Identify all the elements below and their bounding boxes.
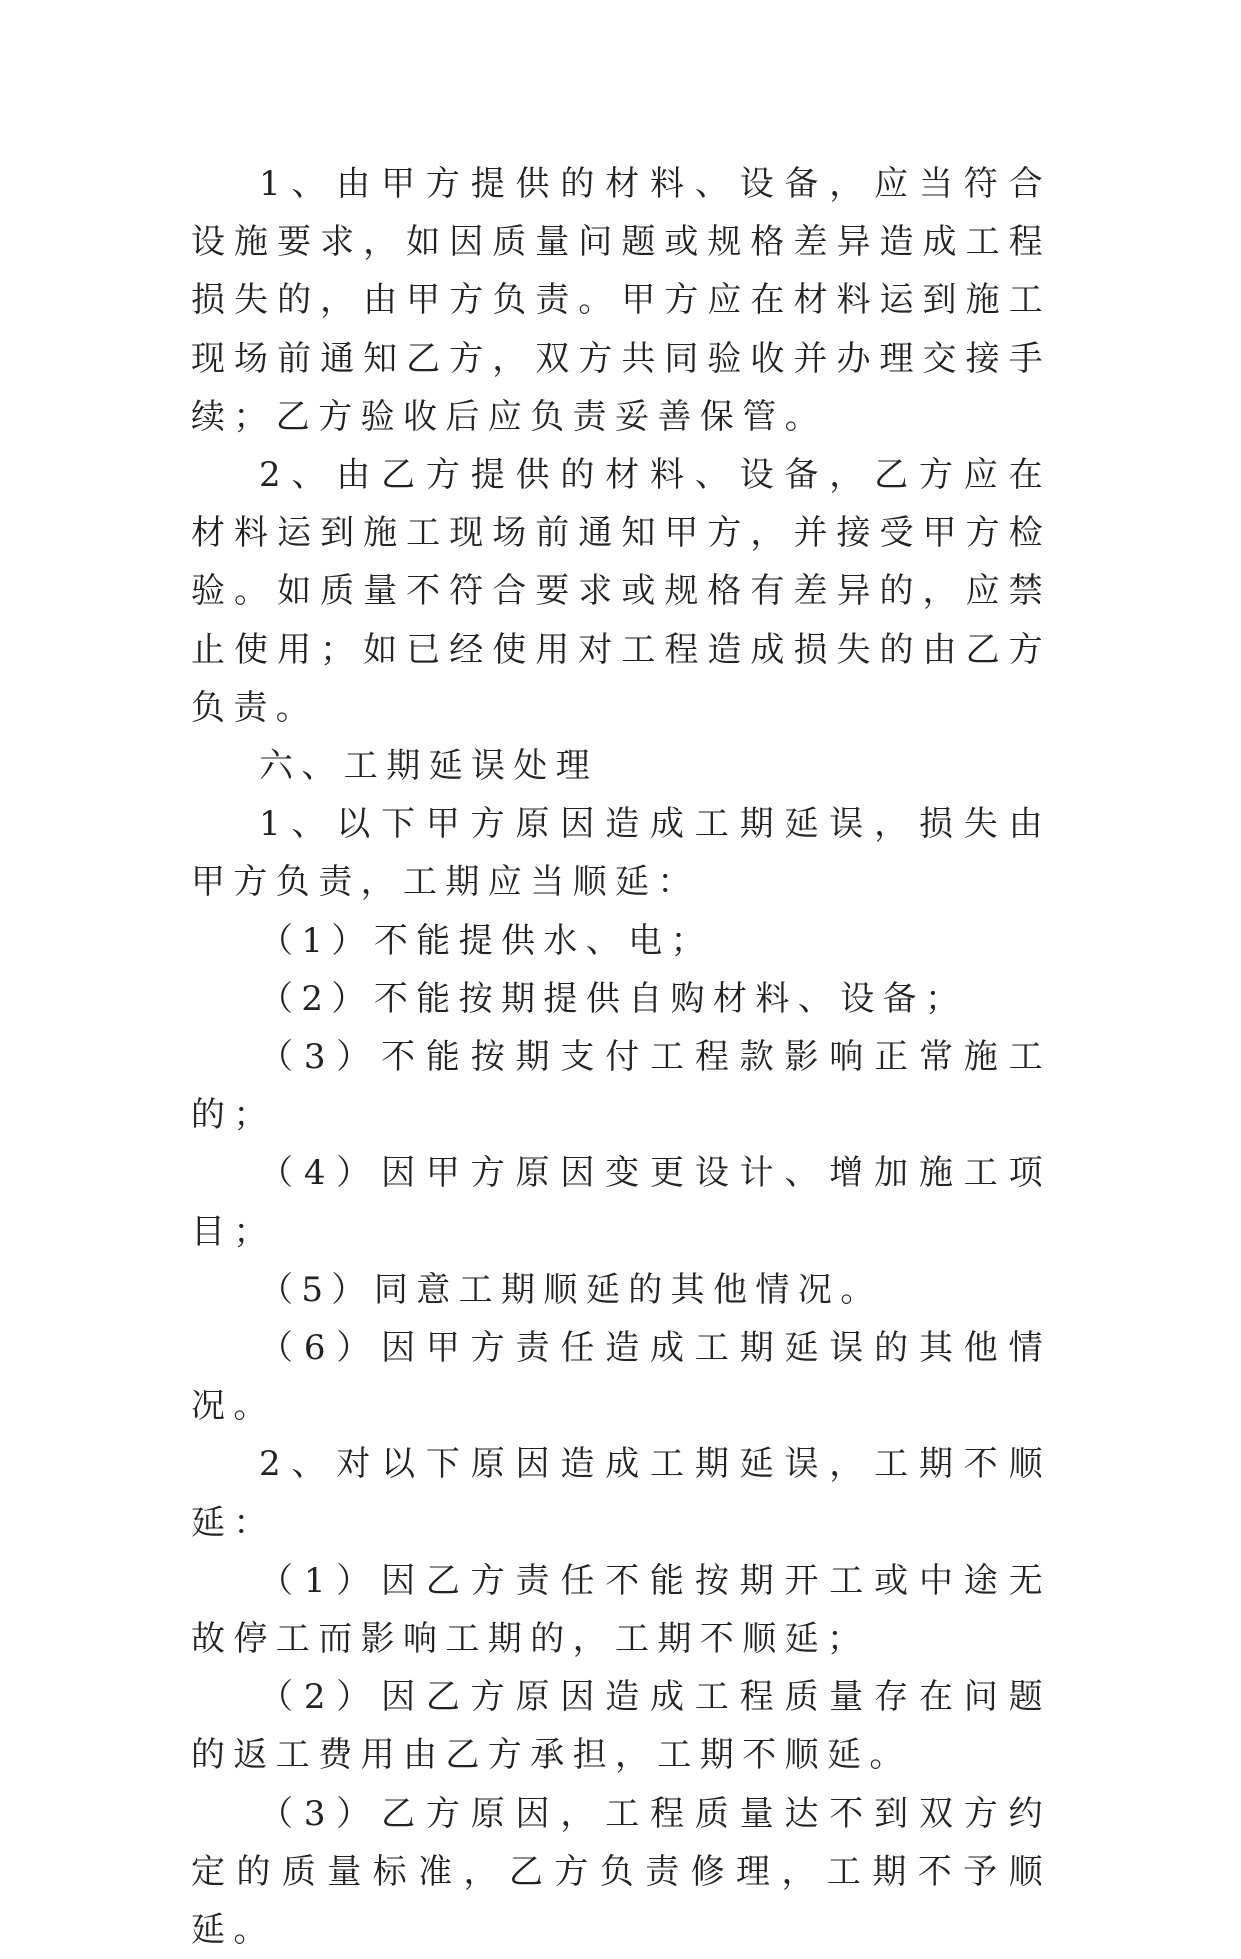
- list-item-a4: （4）因甲方原因变更设计、增加施工项目；: [191, 1153, 1051, 1252]
- list-item-b3: （3）乙方原因，工程质量达不到双方约定的质量标准，乙方负责修理，工期不予顺延。: [191, 1793, 1051, 1951]
- paragraph-delay-no-extension: 2、对以下原因造成工期延误，工期不顺延：: [191, 1444, 1051, 1543]
- section-heading-delay: 六、工期延误处理: [259, 746, 599, 787]
- list-item-a3: （3）不能按期支付工程款影响正常施工的；: [191, 1037, 1051, 1136]
- list-item-a1: （1）不能提供水、电；: [259, 920, 714, 961]
- list-item-a5: （5）同意工期顺延的其他情况。: [259, 1269, 883, 1310]
- list-item-b1: （1）因乙方责任不能按期开工或中途无故停工而影响工期的，工期不顺延；: [191, 1560, 1051, 1660]
- list-item-b2: （2）因乙方原因造成工程质量存在问题的返工费用由乙方承担，工期不顺延。: [191, 1677, 1051, 1776]
- paragraph-delay-party-a: 1、以下甲方原因造成工期延误，损失由甲方负责，工期应当顺延：: [191, 804, 1051, 903]
- paragraph-material-party-b: 2、由乙方提供的材料、设备，乙方应在材料运到施工现场前通知甲方，并接受甲方检验。如质量不符合要求或规格有差异的，应禁止使用；如已经使用对工程造成损失的由乙方负责。: [191, 455, 1051, 728]
- list-item-a2: （2）不能按期提供自购材料、设备；: [259, 978, 968, 1019]
- paragraph-material-party-a: 1、由甲方提供的材料、设备，应当符合设施要求，如因质量问题或规格差异造成工程损失的，由甲方负责。甲方应在材料运到施工现场前通知乙方，双方共同验收并办理交接手续；乙方验收后应负责妥善保管。: [191, 164, 1051, 437]
- list-item-a6: （6）因甲方责任造成工期延误的其他情况。: [191, 1328, 1051, 1427]
- document-body: [191, 155, 1051, 1959]
